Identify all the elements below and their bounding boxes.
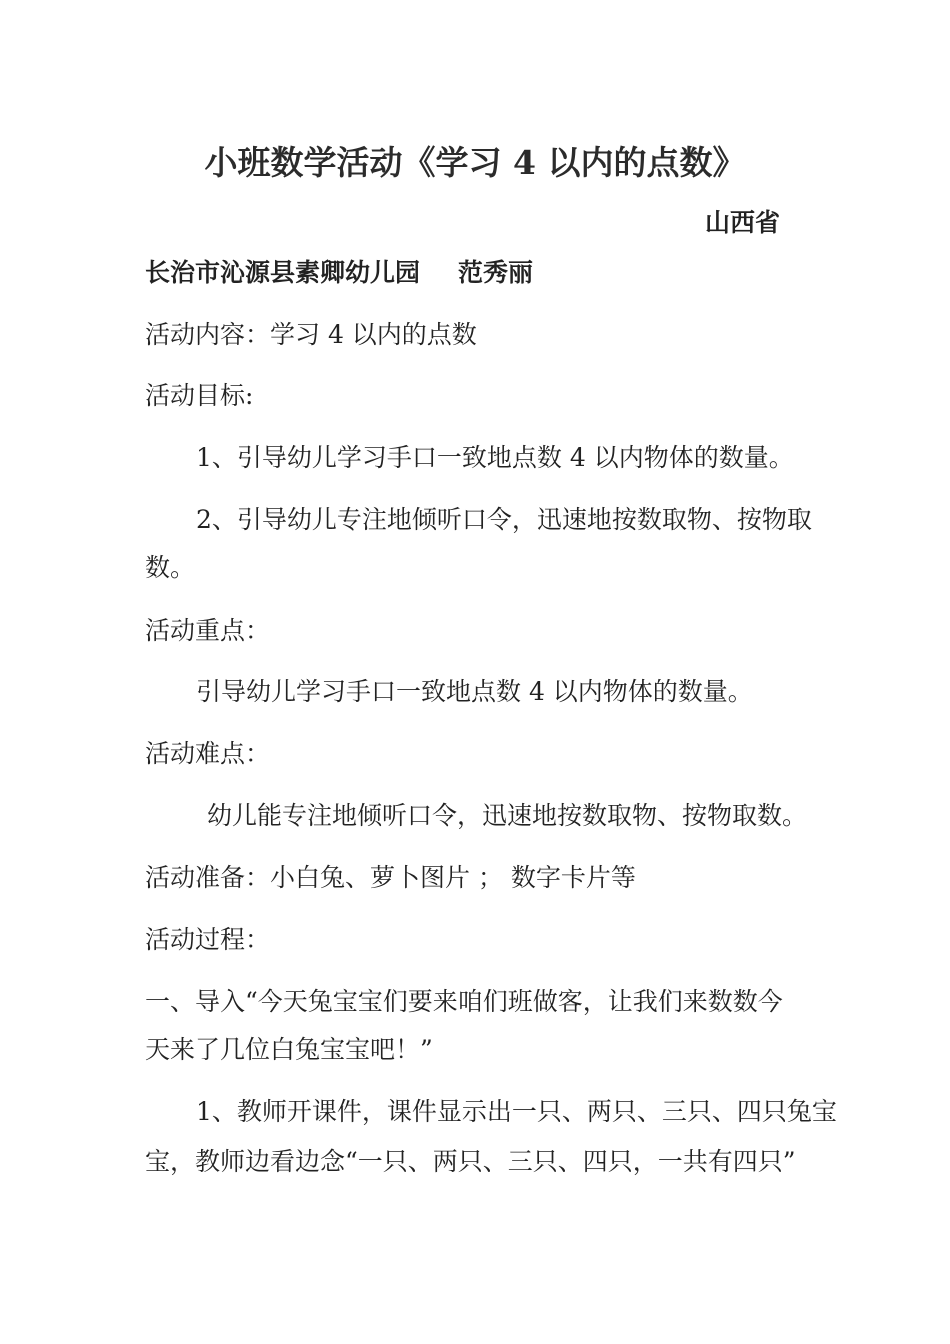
activity-content: 活动内容：学习 4 以内的点数 — [145, 320, 477, 349]
difficulty-text: 幼儿能专注地倾听口令，迅速地按数取物、按物取数。 — [207, 801, 808, 830]
document-title: 小班数学活动《学习 4 以内的点数》 — [204, 143, 746, 182]
author-school: 长治市沁源县素卿幼儿园 — [145, 258, 421, 287]
goals-heading: 活动目标: — [145, 381, 254, 410]
step-1-line-1: 一、导入“今天兔宝宝们要来咱们班做客，让我们来数数今 — [145, 987, 783, 1016]
author-province: 山西省 — [704, 208, 780, 237]
author-name: 范秀丽 — [458, 258, 534, 287]
step-1-line-2: 天来了几位白兔宝宝吧！” — [145, 1035, 433, 1064]
preparation-line: 活动准备：小白兔、萝卜图片 ； 数字卡片等 — [145, 863, 636, 892]
author-line — [145, 258, 533, 288]
goal-1: 1、引导幼儿学习手口一致地点数 4 以内物体的数量。 — [196, 443, 794, 472]
difficulty-heading: 活动难点： — [145, 739, 271, 768]
step-1-1-line-1: 1、教师开课件，课件显示出一只、两只、三只、四只兔宝 — [196, 1097, 837, 1126]
goal-2-line-1: 2、引导幼儿专注地倾听口令，迅速地按数取物、按物取 — [196, 505, 812, 534]
process-heading: 活动过程： — [145, 925, 271, 954]
key-heading: 活动重点： — [145, 616, 271, 645]
goal-2-line-2: 数。 — [145, 553, 196, 582]
step-1-1-line-2: 宝，教师边看边念“一只、两只、三只、四只，一共有四只” — [145, 1147, 796, 1176]
key-text: 引导幼儿学习手口一致地点数 4 以内物体的数量。 — [196, 677, 753, 706]
